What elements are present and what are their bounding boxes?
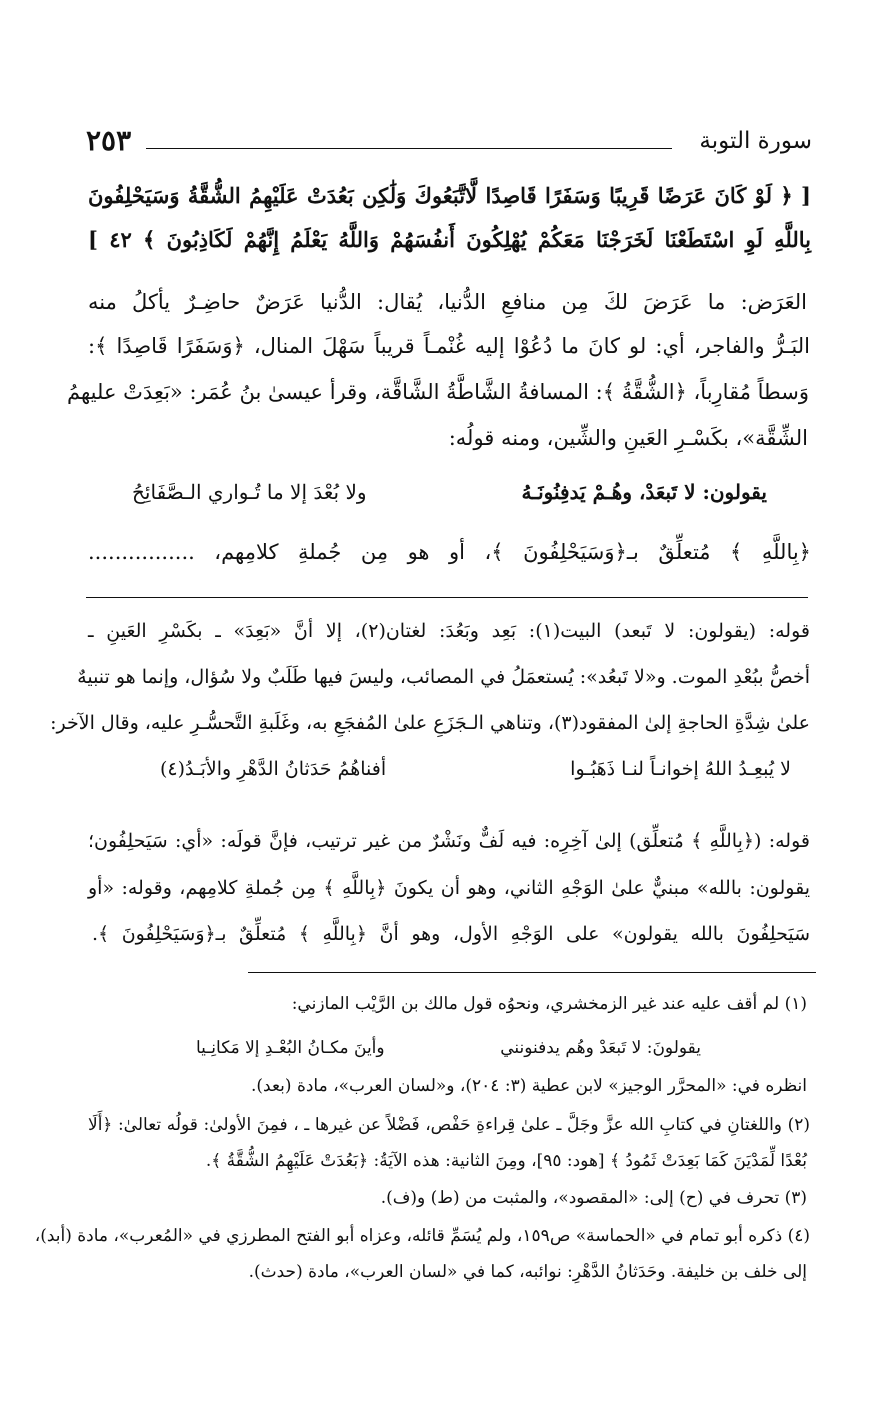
commentary-line: العَرَض: ما عَرَضَ لكَ مِن منافعِ الدُّنيا، يُقال: الدُّنيا عَرَضٌ حاضِـرٌ يأكلُ منه [88,290,807,314]
gloss-line: قوله: (﴿بِاللَّهِ ﴾ مُتعلِّق) إلىٰ آخِرِه: فيه لَفٌّ ونَشْرٌ من غير ترتيب، فإنَّ قولَه: «أي: سَيَحلِفُون؛ [88,830,810,852]
section-divider [86,597,808,598]
surah-name: سورة التوبة [699,128,812,154]
poem-right-hemistich: يقولون: لا تَبعَدْ، وهُـمْ يَدفِنُونَـهُ [521,480,767,504]
poem-left-hemistich: ولا بُعْدَ إلا ما تُـواري الـصَّفَائِحُ [132,480,367,504]
footnote-4-continued: إلى خلف بن خليفة. وحَدَثانُ الدَّهْرِ: نوائبه، كما في «لسان العرب»، مادة (حدث). [248,1262,807,1282]
commentary-line: ﴿بِاللَّهِ ﴾ مُتعلِّقٌ بـ﴿وَسَيَحْلِفُونَ ﴾، أو هو مِن جُملةِ كلامِهم، ................ [88,540,811,564]
footnote-1: (١) لم أقف عليه عند غير الزمخشري، ونحوُه قول مالك بن الرَّيْب المازني: [291,994,807,1014]
page-header [86,122,812,168]
commentary-line: البَـرُّ والفاجر، أي: لو كانَ ما دُعُوْا إليه غُنْمـاً قريباً سَهْلَ المنال، ﴿وَسَفَرًا قَاصِدًا ﴾: [88,334,810,358]
gloss-line: يقولون: بالله» مبنيٌّ علىٰ الوَجْهِ الثاني، وهو أن يكونَ ﴿بِاللَّهِ ﴾ مِن جُملةِ كلامِهم، وقوله: «أو [88,877,810,899]
gloss-poem-right: لا يُبعِـدُ اللهُ إخوانـاً لنـا ذَهَبُـوا [570,758,791,780]
footnote-4: (٤) ذكره أبو تمام في «الحماسة» ص١٥٩، ولم يُسَمِّ قائله، وعزاه أبو الفتح المطرزي في «المُعرب»، مادة (أبد)، [34,1226,810,1246]
commentary-line: الشِّقَّة»، بكَسْـرِ العَينِ والشِّين، ومنه قولُه: [448,426,808,450]
footnote-2: (٢) واللغتانِ في كتابِ الله عزَّ وجَلَّ ـ علىٰ قِراءةِ حَفْص، فَضْلاً عن غيرها ـ ، فمِنَ الأولىٰ: قولُه تعالىٰ: ﴿أَلَا [88,1115,810,1135]
footnote-2-continued: بُعْدًا لِّمَدْيَنَ كَمَا بَعِدَتْ ثَمُودُ ﴾ [هود: ٩٥]، ومِنَ الثانية: هذه الآيَةُ: ﴿بَعُدَتْ عَلَيْهِمُ الشُّقَّةُ ﴾. [205,1151,807,1171]
footnote-1-poem-right: يقولونَ: لا تَبعَدْ وهُم يدفنونني [500,1038,701,1058]
footnote-divider [248,972,816,973]
page-number: ٢٥٣ [86,124,132,157]
gloss-line: أخصُّ ببُعْدِ الموت. و«لا تَبعُد»: يُستعمَلُ في المصائب، وليسَ فيها طَلَبٌ ولا سُؤال، وإنما هو تنبيهٌ [77,666,810,688]
gloss-line: علىٰ شِدَّةِ الحاجةِ إلىٰ المفقود(٣)، وتناهي الـجَزَعِ علىٰ المُفجَعِ به، وغَلَبةِ التَّحسُّـرِ عليه، وقال الآخر: [50,712,810,734]
footnote-3: (٣) تحرف في (ح) إلى: «المقصود»، والمثبت من (ط) و(ف). [380,1188,807,1208]
gloss-line: سَيَحلِفُونَ بالله يقولون» على الوَجْهِ الأول، وهو أنَّ ﴿بِاللَّهِ ﴾ مُتعلِّقٌ بـ﴿وَسَيَحْلِفُونَ ﴾. [92,923,810,945]
footnote-1-poem-left: وأينَ مكـانُ البُعْـدِ إلا مَكانِـيا [196,1038,385,1058]
verse-line-2: بِاللَّهِ لَوِ اسْتَطَعْنَا لَخَرَجْنَا مَعَكُمْ يُهْلِكُونَ أَنفُسَهُمْ وَاللَّهُ يَعْلَمُ إِنَّهُمْ لَكَاذِبُونَ ﴾ ٤٢ ] [88,227,812,252]
footnote-1-reference: انظره في: «المحرَّر الوجيز» لابن عطية (٣: ٢٠٤)، و«لسان العرب»، مادة (بعد). [251,1076,807,1096]
header-rule [146,148,672,149]
gloss-line: قوله: (يقولون: لا تَبعد) البيت(١): بَعِد وبَعُدَ: لغتان(٢)، إلا أنَّ «بَعِدَ» ـ بكَسْرِ العَينِ ـ [88,620,810,642]
commentary-line: وَسطاً مُقارِباً، ﴿الشُّقَّةُ ﴾: المسافةُ الشَّاطَّةُ الشَّاقَّة، وقرأ عيسىٰ بنُ عُمَر: «بَعِدَتْ عليهمُ [67,380,809,404]
gloss-poem-left: أفناهُمُ حَدَثانُ الدَّهْرِ والأبَـدُ(٤) [160,758,387,780]
verse-line-1: [ ﴿ لَوْ كَانَ عَرَضًا قَرِيبًا وَسَفَرًا قَاصِدًا لَّاتَّبَعُوكَ وَلَٰكِن بَعُدَتْ عَلَيْهِمُ الشُّقَّةُ وَسَيَحْلِفُونَ [88,183,811,208]
